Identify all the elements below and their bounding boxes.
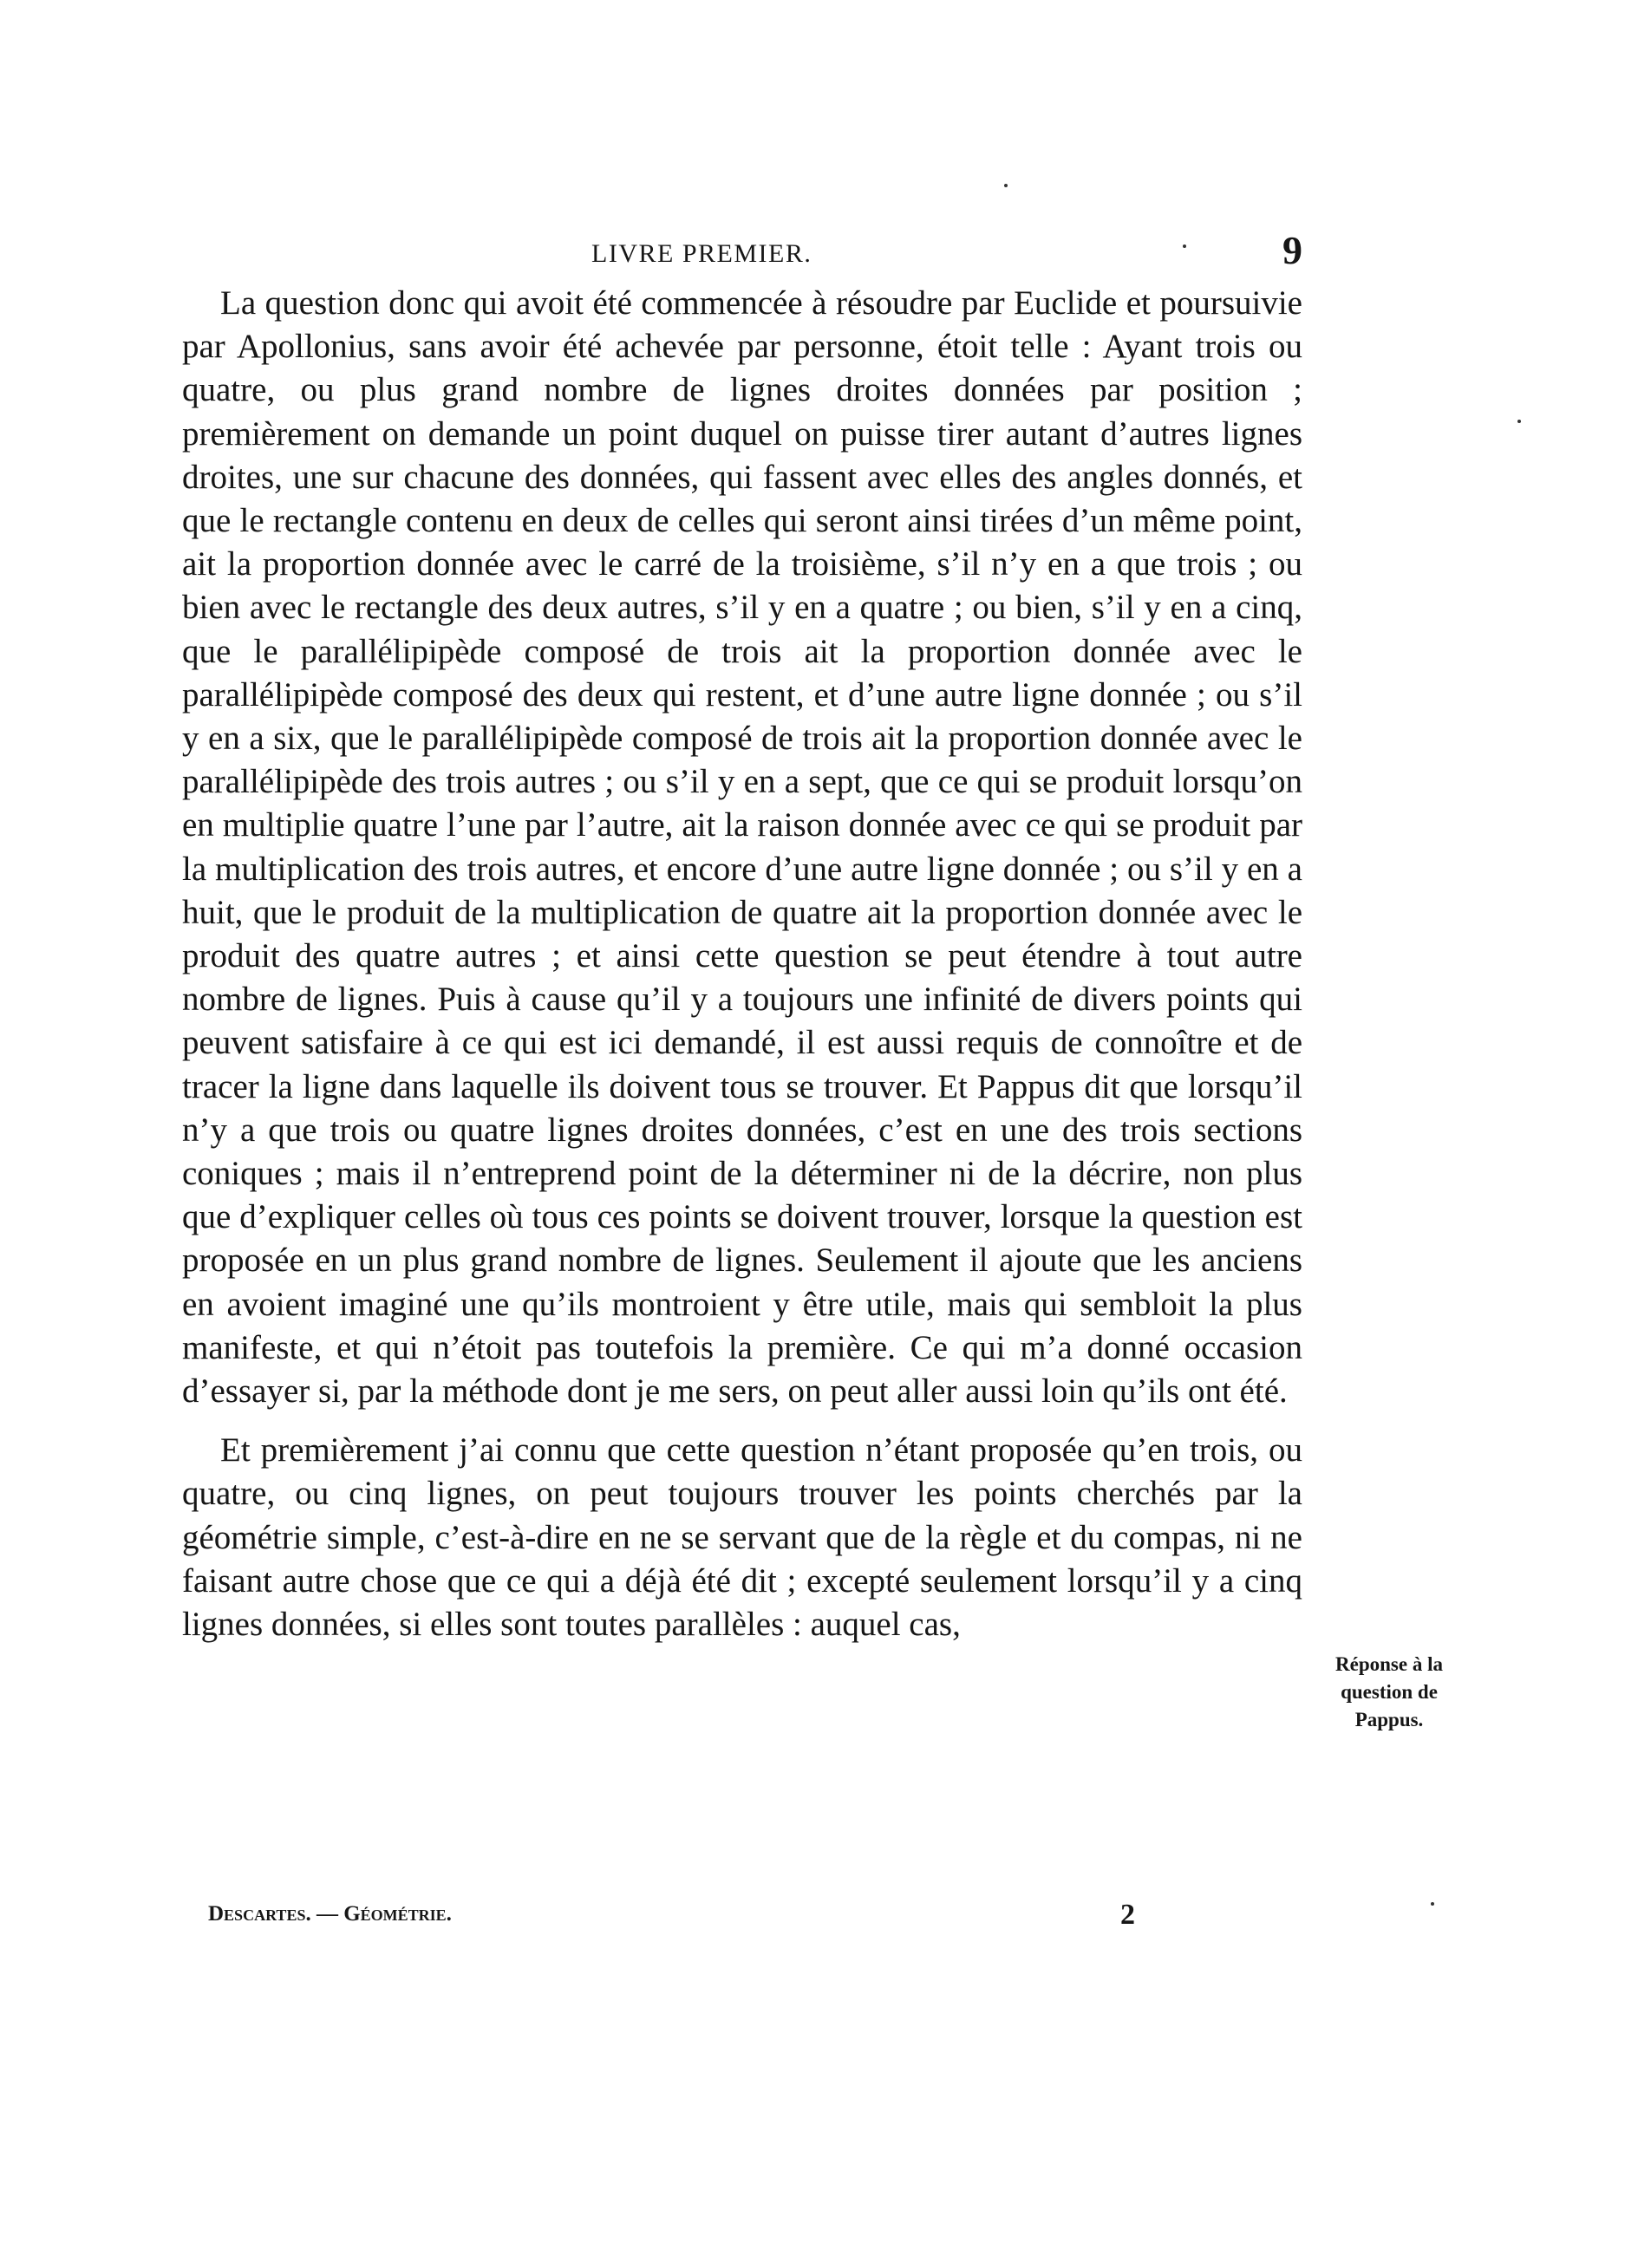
print-speck [1517, 420, 1521, 423]
margin-note-line: Réponse à la [1335, 1653, 1443, 1675]
margin-note-line: question de [1341, 1681, 1438, 1703]
main-text [182, 282, 1302, 1646]
print-speck [1183, 244, 1186, 248]
footer [208, 1899, 1162, 1942]
paragraph: La question donc qui avoit été commencée à résoudre par Euclide et poursuivie par Apollonius, sans avoir été achevée par personne, étoit telle : Ayant trois ou quatre, ou plus grand nombre de lignes droites données par position ; premièrement on demande un point duquel on puisse tirer autant d’autres lignes droites, une sur chacune des données, qui fassent avec elles des angles donnés, et que le rectangle contenu en deux de celles qui seront ainsi tirées d’un même point, ait la proportion donnée avec le carré de la troisième, s’il n’y en a que trois ; ou bien avec le rectangle des deux autres, s’il y en a quatre ; ou bien, s’il y en a cinq, que le parallélipipède composé de trois ait la proportion donnée avec le parallélipipède composé des deux qui restent, et d’une autre ligne donnée ; ou s’il y en a six, que le parallélipipède composé de trois ait la proportion donnée avec le parallélipipède des trois autres ; ou s’il y en a sept, que ce qui se produit lorsqu’on en multiplie quatre l’une par l’autre, ait la raison donnée avec ce qui se produit par la multiplication des trois autres, et encore d’une autre ligne donnée ; ou s’il y en a huit, que le produit de la multiplication de quatre ait la proportion donnée avec le produit des quatre autres ; et ainsi cette question se peut étendre à tout autre nombre de lignes. Puis à cause qu’il y a toujours une infinité de divers points qui peuvent satisfaire à ce qui est ici demandé, il est aussi requis de connoître et de tracer la ligne dans laquelle ils doivent tous se trouver. Et Pappus dit que lorsqu’il n’y a que trois ou quatre lignes droites données, c’est en une des trois sections coniques ; mais il n’entreprend point de la déterminer ni de la décrire, non plus que d’expliquer celles où tous ces points se doivent trouver, lorsque la question est proposée en un plus grand nombre de lignes. Seulement il ajoute que les anciens en avoient imaginé une qu’ils montroient y être utile, mais qui sembloit la plus manifeste, et qui n’étoit pas toutefois la première. Ce qui m’a donné occasion d’essayer si, par la méthode dont je me sers, on peut aller aussi loin qu’ils ont été. [182, 284, 1302, 1411]
running-head [184, 227, 1302, 279]
page-number: 9 [1282, 228, 1302, 272]
print-speck [1004, 184, 1008, 187]
margin-note-line: Pappus. [1354, 1709, 1424, 1730]
paragraph: Et premièrement j’ai connu que cette question n’étant proposée qu’en trois, ou quatre, ou cinq lignes, on peut toujours trouver les points cherchés par la géométrie simple, c’est-à-dire en ne se servant que de la règle et du compas, ni ne faisant autre chose que ce qui a déjà été dit ; excepté seulement lorsqu’il y a cinq lignes données, si elles sont toutes parallèles : auquel cas, [182, 1431, 1302, 1644]
signature-mark: 2 [1120, 1899, 1135, 1931]
print-speck [1431, 1902, 1434, 1906]
running-title: LIVRE PREMIER. [591, 239, 812, 268]
margin-note [1304, 1651, 1474, 1734]
footer-author: Descartes. — Géométrie. [208, 1902, 452, 1926]
